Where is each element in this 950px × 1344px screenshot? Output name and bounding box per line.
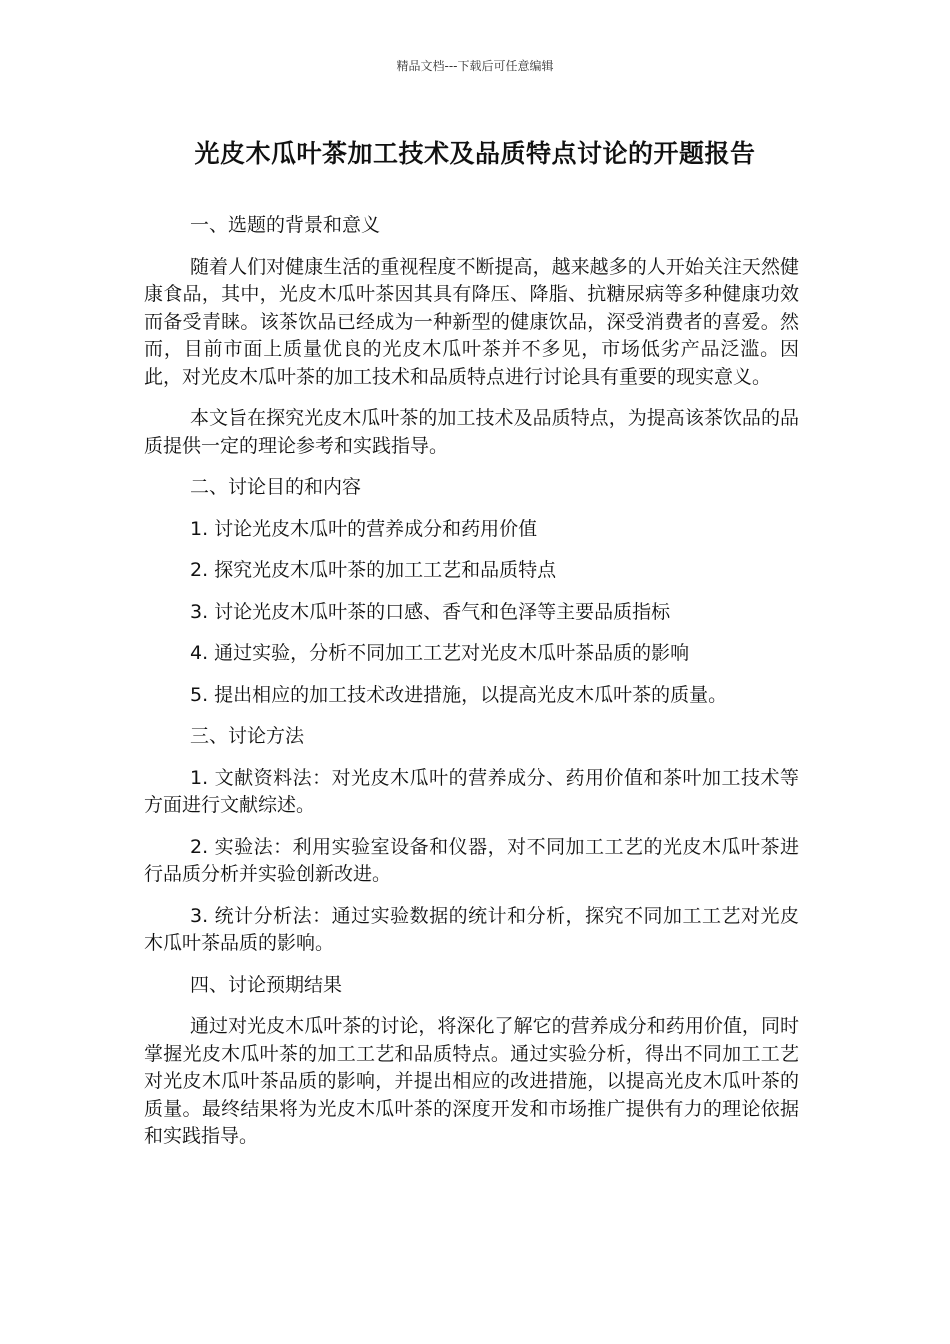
objective-item-3: 3. 讨论光皮木瓜叶茶的口感、香气和色泽等主要品质指标 [190, 600, 671, 623]
expected-results-paragraph: 通过对光皮木瓜叶茶的讨论，将深化了解它的营养成分和药用价值，同时掌握光皮木瓜叶茶的加工工艺和品质特点。通过实验分析，得出不同加工工艺对光皮木瓜叶茶品质的影响，并提出相应的改进措施，以提高光皮木瓜叶茶的质量。最终结果将为光皮木瓜叶茶的深度开发和市场推广提供有力的理论依据和实践指导。 [144, 1015, 799, 1147]
document-title: 光皮木瓜叶茶加工技术及品质特点讨论的开题报告 [194, 139, 756, 168]
objective-item-1: 1. 讨论光皮木瓜叶的营养成分和药用价值 [190, 517, 538, 540]
method-item-3: 3. 统计分析法：通过实验数据的统计和分析，探究不同加工工艺对光皮木瓜叶茶品质的影响。 [144, 904, 799, 954]
background-paragraph-2: 本文旨在探究光皮木瓜叶茶的加工技术及品质特点，为提高该茶饮品的品质提供一定的理论参考和实践指导。 [144, 407, 799, 457]
method-item-2: 2. 实验法：利用实验室设备和仪器，对不同加工工艺的光皮木瓜叶茶进行品质分析并实验创新改进。 [144, 835, 799, 885]
objective-item-2: 2. 探究光皮木瓜叶茶的加工工艺和品质特点 [190, 559, 557, 581]
section-heading-expected-results: 四、讨论预期结果 [190, 973, 343, 996]
method-item-1: 1. 文献资料法：对光皮木瓜叶的营养成分、药用价值和茶叶加工技术等方面进行文献综述。 [144, 766, 799, 816]
section-heading-background: 一、选题的背景和意义 [190, 214, 381, 236]
section-heading-objectives: 二、讨论目的和内容 [190, 476, 362, 498]
objective-item-4: 4. 通过实验，分析不同加工工艺对光皮木瓜叶茶品质的影响 [190, 642, 690, 664]
page-header: 精品文档---下载后可任意编辑 [396, 59, 554, 73]
background-paragraph-1: 随着人们对健康生活的重视程度不断提高，越来越多的人开始关注天然健康食品，其中，光皮木瓜叶茶因其具有降压、降脂、抗糖尿病等多种健康功效而备受青睐。该茶饮品已经成为一种新型的健康饮品，深受消费者的喜爱。然而，目前市面上质量优良的光皮木瓜叶茶并不多见，市场低劣产品泛滥。因此，对光皮木瓜叶茶的加工技术和品质特点进行讨论具有重要的现实意义。 [144, 255, 799, 388]
document-body [144, 212, 799, 1165]
objective-item-5: 5. 提出相应的加工技术改进措施，以提高光皮木瓜叶茶的质量。 [190, 683, 728, 706]
section-heading-methods: 三、讨论方法 [190, 725, 305, 747]
